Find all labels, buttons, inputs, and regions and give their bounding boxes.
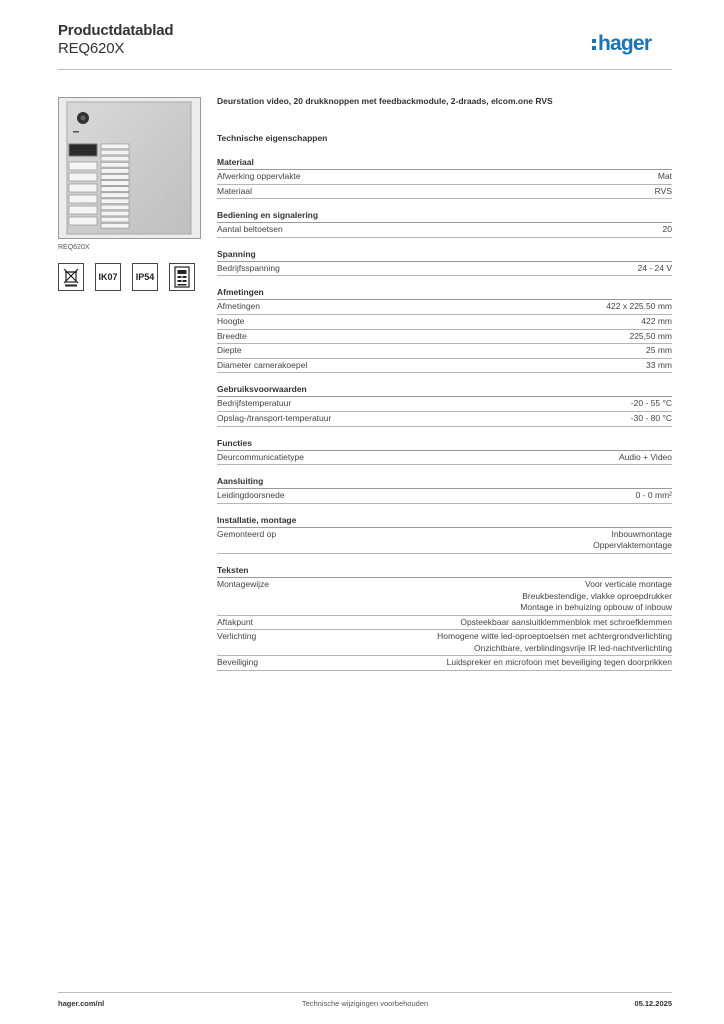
spec-row bbox=[217, 170, 672, 185]
spec-row bbox=[217, 656, 672, 671]
spec-group-title: Materiaal bbox=[217, 156, 672, 170]
spec-group-title: Spanning bbox=[217, 248, 672, 262]
spec-value: Voor verticale montage Breukbestendige, vlakke oproepdrukker Montage in behuizing opbouw of inbouw bbox=[520, 578, 672, 613]
spec-value: 0 - 0 mm² bbox=[635, 490, 672, 501]
spec-label: Diepte bbox=[217, 345, 242, 356]
spec-row bbox=[217, 397, 672, 412]
spec-group-title: Installatie, montage bbox=[217, 514, 672, 528]
call-button bbox=[101, 162, 129, 167]
spec-value: Mat bbox=[657, 171, 672, 181]
spec-value: 422 mm bbox=[641, 315, 672, 326]
spec-group-title: Bediening en signalering bbox=[217, 209, 672, 223]
call-button bbox=[101, 175, 129, 180]
spec-label: Hoogte bbox=[217, 315, 245, 326]
spec-label: Bedrijfstemperatuur bbox=[217, 398, 292, 409]
spec-value: Homogene witte led-oproeptoetsen met achtergrondverlichting Onzichtbare, verblindingsvrije IR led-nachtverlichting bbox=[437, 631, 672, 653]
spec-value: 422 x 225.50 mm bbox=[606, 301, 672, 312]
spec-group bbox=[217, 564, 672, 671]
footer-notice: Technische wijzigingen voorbehouden bbox=[301, 999, 429, 1008]
image-caption: REQ620X bbox=[58, 244, 90, 251]
spec-value: 25 mm bbox=[646, 345, 672, 356]
spec-label: Montagewijze bbox=[217, 578, 269, 589]
spec-group bbox=[217, 248, 672, 277]
spec-label: Gemonteerd op bbox=[217, 528, 277, 539]
logo-wordmark: hager bbox=[598, 32, 652, 55]
spec-label: Bedrijfsspanning bbox=[217, 262, 280, 273]
spec-value: 225,50 mm bbox=[629, 330, 672, 341]
spec-label: Breedte bbox=[217, 330, 247, 341]
spec-group-title: Gebruiksvoorwaarden bbox=[217, 383, 672, 397]
spec-label: Deurcommunicatietype bbox=[217, 451, 304, 462]
spec-label: Opslag-/transport-temperatuur bbox=[217, 412, 332, 423]
product-specifications bbox=[217, 95, 672, 671]
spec-group bbox=[217, 437, 672, 466]
spec-value: Inbouwmontage Oppervlaktemontage bbox=[593, 528, 672, 551]
spec-row bbox=[217, 344, 672, 359]
footer-website[interactable]: hager.com/nl bbox=[58, 999, 105, 1008]
call-button bbox=[101, 187, 129, 192]
spec-value: 33 mm bbox=[646, 359, 672, 370]
spec-label: Aantal beltoetsen bbox=[217, 224, 283, 235]
call-button bbox=[101, 150, 129, 155]
spec-group-title: Aansluiting bbox=[217, 475, 672, 489]
spec-group bbox=[217, 286, 672, 373]
spec-row bbox=[217, 359, 672, 374]
product-description: Deurstation video, 20 drukknoppen met feedbackmodule, 2-draads, elcom.one RVS bbox=[217, 96, 553, 106]
document-title: Productdatablad bbox=[58, 22, 174, 39]
call-button bbox=[101, 205, 129, 210]
weee-bin-icon bbox=[58, 263, 84, 291]
product-image bbox=[58, 97, 201, 239]
spec-groups bbox=[217, 156, 672, 671]
spec-value: -20 - 55 °C bbox=[630, 398, 672, 409]
spec-group bbox=[217, 475, 672, 504]
spec-group bbox=[217, 514, 672, 554]
spec-row bbox=[217, 528, 672, 554]
spec-row bbox=[217, 616, 672, 631]
spec-row bbox=[217, 330, 672, 345]
call-button bbox=[69, 206, 97, 214]
spec-row bbox=[217, 412, 672, 427]
page-header bbox=[58, 22, 672, 70]
call-button bbox=[101, 217, 129, 222]
spec-value: Luidspreker en microfoon met beveiliging tegen doorprikken bbox=[446, 657, 672, 668]
spec-row bbox=[217, 315, 672, 330]
call-button bbox=[69, 217, 97, 225]
spec-group-title: Functies bbox=[217, 437, 672, 451]
spec-value: -30 - 80 °C bbox=[630, 412, 672, 423]
call-button bbox=[101, 156, 129, 161]
spec-label: Diameter camerakoepel bbox=[217, 359, 308, 370]
call-button bbox=[101, 144, 129, 149]
spec-group-title: Afmetingen bbox=[217, 286, 672, 300]
certification-row bbox=[58, 263, 195, 291]
spec-value: Opsteekbaar aansluitklemmenblok met schroefklemmen bbox=[460, 616, 672, 627]
call-button bbox=[69, 184, 97, 192]
call-button bbox=[101, 211, 129, 216]
page-footer bbox=[58, 992, 672, 1008]
spec-row bbox=[217, 185, 672, 200]
hager-logo bbox=[592, 30, 672, 56]
spec-label: Afmetingen bbox=[217, 301, 260, 312]
spec-label: Verlichting bbox=[217, 631, 257, 642]
spec-group bbox=[217, 209, 672, 238]
ip54-badge: IP54 bbox=[132, 263, 158, 291]
footer-date: 05.12.2025 bbox=[634, 999, 672, 1008]
spec-row bbox=[217, 262, 672, 277]
spec-row bbox=[217, 223, 672, 238]
call-button bbox=[101, 199, 129, 204]
datasheet-icon bbox=[169, 263, 195, 291]
call-button bbox=[101, 223, 129, 228]
spec-value: 24 - 24 V bbox=[637, 262, 672, 273]
spec-row bbox=[217, 300, 672, 315]
spec-group bbox=[217, 383, 672, 426]
ik07-badge: IK07 bbox=[95, 263, 121, 291]
door-station-illustration bbox=[59, 98, 200, 238]
spec-row bbox=[217, 578, 672, 616]
spec-label: Leidingdoorsnede bbox=[217, 490, 285, 501]
product-reference: REQ620X bbox=[58, 40, 125, 57]
spec-value: RVS bbox=[654, 185, 672, 196]
spec-label: Afwerking oppervlakte bbox=[217, 171, 301, 181]
spec-row bbox=[217, 630, 672, 656]
spec-row bbox=[217, 451, 672, 466]
call-button bbox=[69, 162, 97, 170]
call-button bbox=[101, 181, 129, 186]
spec-group-title: Teksten bbox=[217, 564, 672, 578]
spec-value: Audio + Video bbox=[618, 451, 672, 462]
spec-value: 20 bbox=[662, 224, 672, 235]
spec-row bbox=[217, 489, 672, 504]
call-button bbox=[69, 173, 97, 181]
spec-label: Aftakpunt bbox=[217, 616, 253, 627]
spec-label: Beveiliging bbox=[217, 657, 259, 668]
call-button bbox=[101, 193, 129, 198]
call-button bbox=[101, 168, 129, 173]
call-button bbox=[69, 195, 97, 203]
spec-group bbox=[217, 156, 672, 199]
spec-label: Materiaal bbox=[217, 185, 252, 196]
specs-heading: Technische eigenschappen bbox=[217, 133, 328, 143]
